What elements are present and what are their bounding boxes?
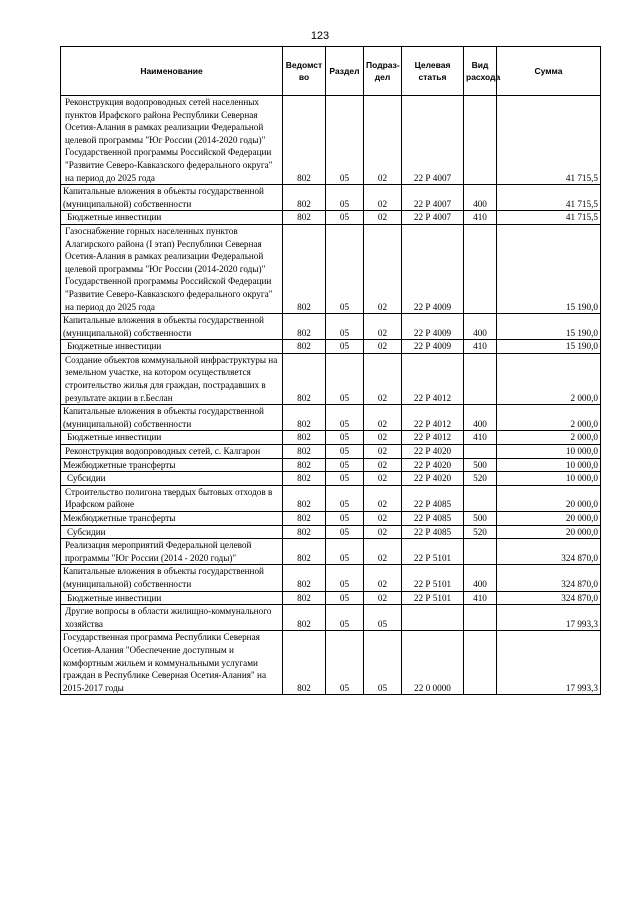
row-section: 05 [326, 525, 364, 539]
row-name: Бюджетные инвестиции [61, 591, 283, 605]
table-row [61, 605, 601, 631]
row-section: 05 [326, 512, 364, 526]
row-subsection: 02 [364, 340, 402, 354]
row-sum: 15 190,0 [497, 224, 601, 313]
row-subsection: 02 [364, 96, 402, 185]
table-row [61, 445, 601, 459]
row-section: 05 [326, 96, 364, 185]
table-row [61, 314, 601, 340]
table-row [61, 539, 601, 565]
row-name: Субсидии [61, 525, 283, 539]
row-subsection: 02 [364, 314, 402, 340]
row-sum: 2 000,0 [497, 431, 601, 445]
row-subsection: 02 [364, 458, 402, 472]
row-sum: 20 000,0 [497, 485, 601, 511]
row-expense: 500 [464, 458, 497, 472]
row-name: Капитальные вложения в объекты государственной (муниципальной) собственности [61, 185, 283, 211]
row-article [402, 605, 464, 631]
row-dept: 802 [283, 431, 326, 445]
row-expense [464, 96, 497, 185]
header-name: Наименование [61, 47, 283, 96]
row-dept: 802 [283, 472, 326, 486]
row-dept: 802 [283, 485, 326, 511]
row-dept: 802 [283, 314, 326, 340]
row-dept: 802 [283, 405, 326, 431]
row-dept: 802 [283, 340, 326, 354]
budget-table [60, 46, 601, 695]
row-subsection: 02 [364, 353, 402, 404]
row-article: 22 Р 4009 [402, 340, 464, 354]
row-expense: 410 [464, 431, 497, 445]
row-subsection: 05 [364, 605, 402, 631]
row-dept: 802 [283, 539, 326, 565]
row-expense: 400 [464, 565, 497, 591]
row-dept: 802 [283, 185, 326, 211]
row-expense: 410 [464, 591, 497, 605]
row-name: Капитальные вложения в объекты государственной (муниципальной) собственности [61, 565, 283, 591]
row-sum: 20 000,0 [497, 525, 601, 539]
row-subsection: 02 [364, 445, 402, 459]
row-expense [464, 631, 497, 695]
row-expense: 520 [464, 525, 497, 539]
table-row [61, 405, 601, 431]
row-subsection: 02 [364, 565, 402, 591]
row-article: 22 Р 4020 [402, 445, 464, 459]
row-section: 05 [326, 605, 364, 631]
row-section: 05 [326, 485, 364, 511]
row-expense: 400 [464, 405, 497, 431]
table-row [61, 458, 601, 472]
row-dept: 802 [283, 525, 326, 539]
row-dept: 802 [283, 565, 326, 591]
header-section: Раздел [326, 47, 364, 96]
table-row [61, 353, 601, 404]
row-expense [464, 224, 497, 313]
row-sum: 17 993,3 [497, 631, 601, 695]
row-section: 05 [326, 565, 364, 591]
row-article: 22 Р 4020 [402, 472, 464, 486]
row-article: 22 Р 4009 [402, 224, 464, 313]
row-name: Реконструкция водопроводных сетей, с. Калгарон [61, 445, 283, 459]
table-row [61, 340, 601, 354]
header-sum: Сумма [497, 47, 601, 96]
row-sum: 2 000,0 [497, 405, 601, 431]
table-row [61, 591, 601, 605]
row-sum: 41 715,5 [497, 96, 601, 185]
row-subsection: 02 [364, 485, 402, 511]
header-subsection: Подраз- дел [364, 47, 402, 96]
table-row [61, 185, 601, 211]
row-section: 05 [326, 340, 364, 354]
table-row [61, 512, 601, 526]
row-subsection: 02 [364, 525, 402, 539]
row-name: Другие вопросы в области жилищно-коммунального хозяйства [61, 605, 283, 631]
row-expense: 410 [464, 211, 497, 225]
row-expense [464, 445, 497, 459]
row-name: Бюджетные инвестиции [61, 211, 283, 225]
row-sum: 41 715,5 [497, 185, 601, 211]
row-dept: 802 [283, 224, 326, 313]
row-sum: 324 870,0 [497, 591, 601, 605]
row-expense: 400 [464, 185, 497, 211]
row-name: Капитальные вложения в объекты государственной (муниципальной) собственности [61, 314, 283, 340]
row-subsection: 02 [364, 472, 402, 486]
row-dept: 802 [283, 353, 326, 404]
row-sum: 20 000,0 [497, 512, 601, 526]
row-expense [464, 539, 497, 565]
row-section: 05 [326, 185, 364, 211]
row-name: Бюджетные инвестиции [61, 340, 283, 354]
row-sum: 41 715,5 [497, 211, 601, 225]
row-sum: 10 000,0 [497, 458, 601, 472]
row-section: 05 [326, 431, 364, 445]
row-article: 22 Р 4007 [402, 96, 464, 185]
table-row [61, 431, 601, 445]
row-dept: 802 [283, 458, 326, 472]
table-row [61, 211, 601, 225]
row-section: 05 [326, 353, 364, 404]
row-section: 05 [326, 445, 364, 459]
row-sum: 2 000,0 [497, 353, 601, 404]
row-article: 22 Р 4009 [402, 314, 464, 340]
row-subsection: 02 [364, 512, 402, 526]
table-header-row [61, 47, 601, 96]
row-name: Капитальные вложения в объекты государственной (муниципальной) собственности [61, 405, 283, 431]
header-expense: Вид расхода [464, 47, 497, 96]
row-article: 22 Р 5101 [402, 591, 464, 605]
row-article: 22 Р 4020 [402, 458, 464, 472]
row-expense: 400 [464, 314, 497, 340]
row-name: Реализация мероприятий Федеральной целевой программы "Юг России (2014 - 2020 годы)" [61, 539, 283, 565]
row-sum: 17 993,3 [497, 605, 601, 631]
row-article: 22 Р 4012 [402, 353, 464, 404]
row-section: 05 [326, 224, 364, 313]
row-expense [464, 605, 497, 631]
row-article: 22 Р 4012 [402, 405, 464, 431]
row-name: Субсидии [61, 472, 283, 486]
table-row [61, 631, 601, 695]
row-section: 05 [326, 631, 364, 695]
row-dept: 802 [283, 512, 326, 526]
row-name: Межбюджетные трансферты [61, 458, 283, 472]
header-article: Целевая статья [402, 47, 464, 96]
row-expense: 410 [464, 340, 497, 354]
table-row [61, 472, 601, 486]
row-article: 22 Р 4085 [402, 512, 464, 526]
row-section: 05 [326, 539, 364, 565]
table-row [61, 525, 601, 539]
row-expense: 500 [464, 512, 497, 526]
row-name: Газоснабжение горных населенных пунктов Алагирского района (I этап) Республики Северная Осетия-Алания в рамках реализации Федеральной целевой программы "Юг России (2014-2020 годы)" Государственной программы Российской Федерации "Развитие Северо-Кавказского федерального округа" на период до 2025 года [61, 224, 283, 313]
row-sum: 15 190,0 [497, 314, 601, 340]
row-subsection: 05 [364, 631, 402, 695]
row-subsection: 02 [364, 591, 402, 605]
row-dept: 802 [283, 96, 326, 185]
row-name: Государственная программа Республики Северная Осетия-Алания "Обеспечение доступным и комфортным жильем и коммунальными услугами граждан в Республике Северная Осетия-Алания" на 2015-2017 годы [61, 631, 283, 695]
row-name: Бюджетные инвестиции [61, 431, 283, 445]
row-sum: 324 870,0 [497, 565, 601, 591]
row-section: 05 [326, 458, 364, 472]
row-dept: 802 [283, 591, 326, 605]
row-section: 05 [326, 405, 364, 431]
row-subsection: 02 [364, 224, 402, 313]
row-subsection: 02 [364, 185, 402, 211]
row-dept: 802 [283, 211, 326, 225]
row-sum: 10 000,0 [497, 445, 601, 459]
row-name: Межбюджетные трансферты [61, 512, 283, 526]
row-dept: 802 [283, 605, 326, 631]
row-sum: 10 000,0 [497, 472, 601, 486]
row-subsection: 02 [364, 431, 402, 445]
row-article: 22 Р 5101 [402, 539, 464, 565]
row-expense [464, 485, 497, 511]
row-section: 05 [326, 472, 364, 486]
table-row [61, 96, 601, 185]
row-subsection: 02 [364, 211, 402, 225]
row-article: 22 Р 4012 [402, 431, 464, 445]
row-article: 22 Р 4007 [402, 185, 464, 211]
row-section: 05 [326, 211, 364, 225]
row-name: Реконструкция водопроводных сетей населенных пунктов Ирафского района Республики Северная Осетия-Алания в рамках реализации Федеральной целевой программы "Юг России (2014-2020 годы)" Государственной программы Российской Федерации "Развитие Северо-Кавказского федерального округа" на период до 2025 года [61, 96, 283, 185]
row-name: Строительство полигона твердых бытовых отходов в Ирафском районе [61, 485, 283, 511]
row-expense [464, 353, 497, 404]
row-article: 22 0 0000 [402, 631, 464, 695]
row-sum: 15 190,0 [497, 340, 601, 354]
page-number: 123 [310, 30, 330, 42]
row-article: 22 Р 4007 [402, 211, 464, 225]
row-article: 22 Р 4085 [402, 525, 464, 539]
row-subsection: 02 [364, 405, 402, 431]
row-section: 05 [326, 591, 364, 605]
row-sum: 324 870,0 [497, 539, 601, 565]
table-row [61, 565, 601, 591]
row-dept: 802 [283, 445, 326, 459]
row-dept: 802 [283, 631, 326, 695]
header-dept: Ведомст во [283, 47, 326, 96]
row-section: 05 [326, 314, 364, 340]
row-subsection: 02 [364, 539, 402, 565]
row-article: 22 Р 5101 [402, 565, 464, 591]
row-name: Создание объектов коммунальной инфраструктуры на земельном участке, на котором осуществляется строительство жилья для граждан, пострадавших в результате акции в г.Беслан [61, 353, 283, 404]
row-expense: 520 [464, 472, 497, 486]
row-article: 22 Р 4085 [402, 485, 464, 511]
table-row [61, 224, 601, 313]
table-row [61, 485, 601, 511]
